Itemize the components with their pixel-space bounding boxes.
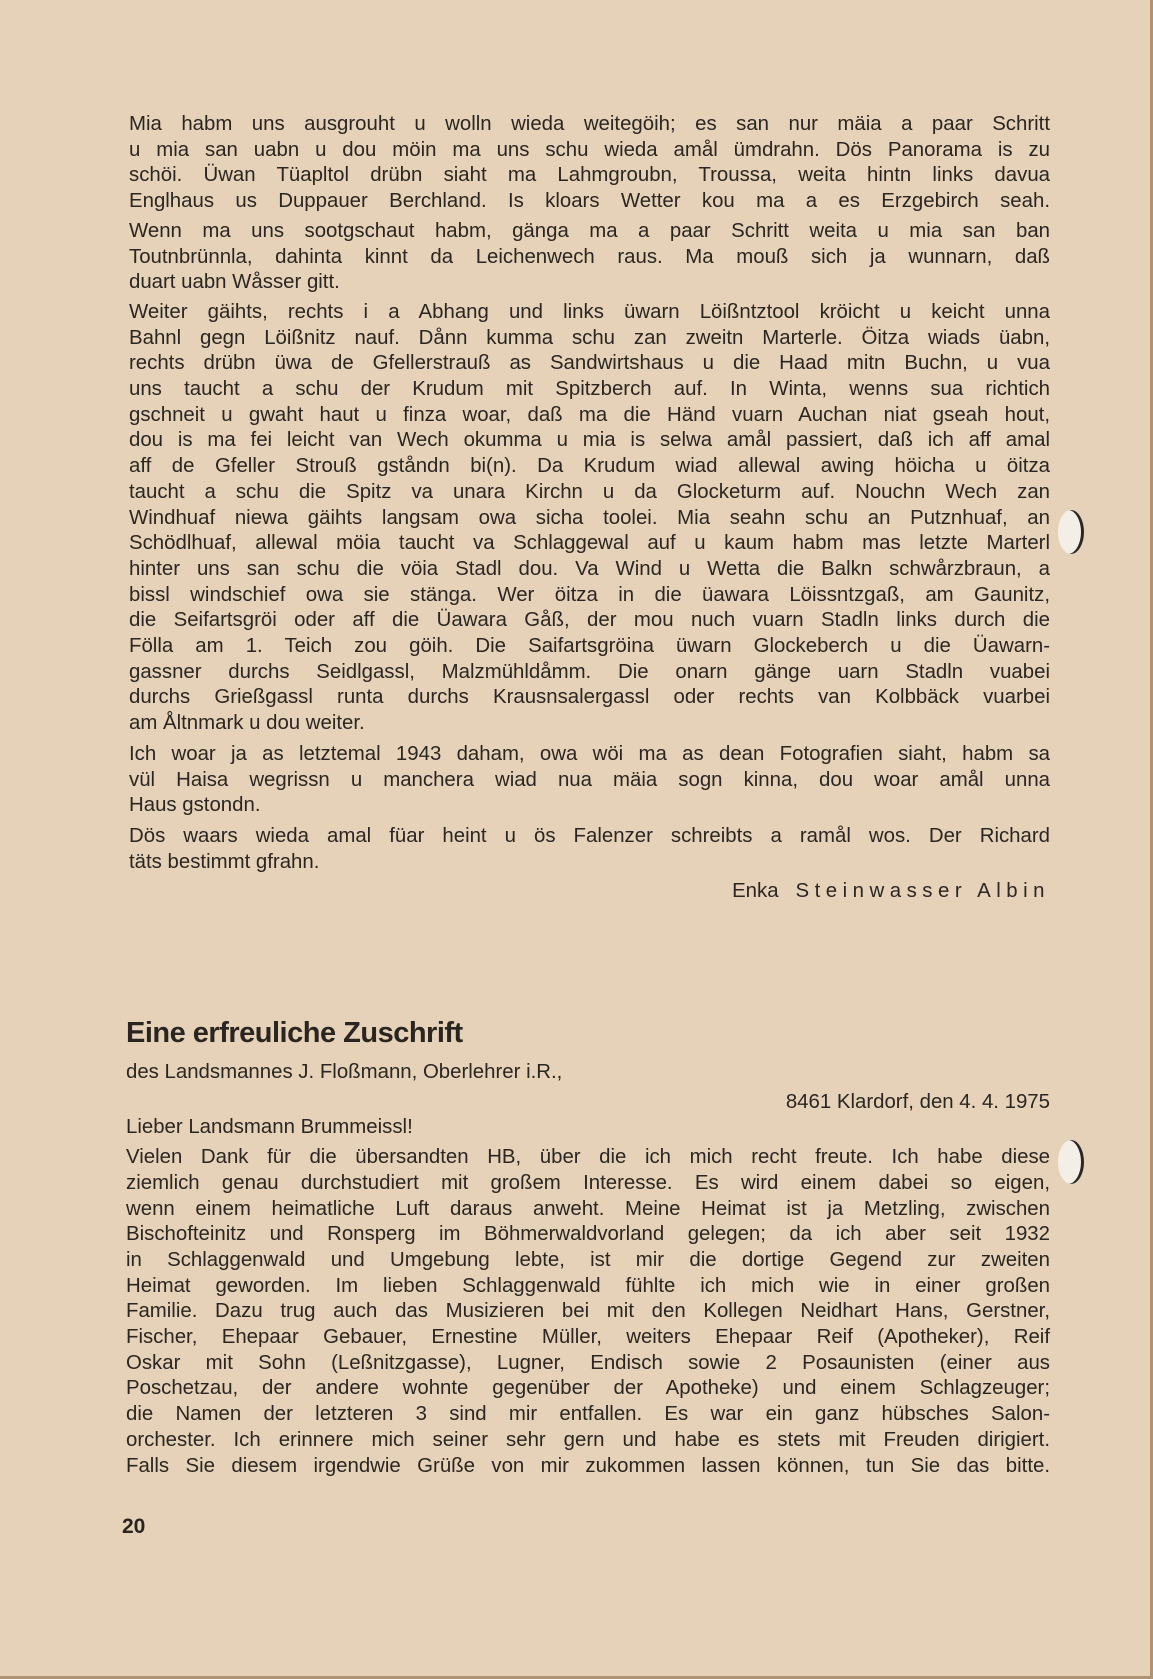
- text-line: Haus gstondn.: [129, 794, 261, 817]
- text-line: am Åltnmark u dou weiter.: [129, 712, 365, 735]
- text-line: durchs Grießgassl runta durchs Krausnsalergassl oder rechts van Kolbbäck vuarbei: [129, 686, 1050, 709]
- text-line: Toutnbrünnla, dahinta kinnt da Leichenwech raus. Ma mouß sich ja wunnarn, daß: [129, 245, 1050, 268]
- signature-prefix: Enka: [732, 880, 779, 903]
- text-line: ziemlich genau durchstudiert mit großem Interesse. Es wird einem dabei so eigen,: [126, 1171, 1050, 1194]
- text-line: Bahnl gegn Löißnitz nauf. Dånn kumma schu zan zweitn Marterle. Öitza wiads üabn,: [129, 326, 1050, 349]
- text-line: die Seifartsgröi oder aff die Üawara Gåß, der mou nuch vuarn Stadln links durch die: [129, 609, 1050, 632]
- letter-subheading: des Landsmannes J. Floßmann, Oberlehrer i.R.,: [126, 1061, 563, 1083]
- text-line: Schödlhuaf, allewal möia taucht va Schlaggewal auf u kaum habm mas letzte Marterl: [129, 532, 1050, 555]
- text-line: hinter uns san schu die vöia Stadl dou. Va Wind u Wetta die Balkn schwårzbraun, a: [129, 557, 1050, 580]
- punch-hole: [1058, 510, 1084, 554]
- text-line: duart uabn Wåsser gitt.: [129, 271, 340, 294]
- text-line: wenn einem heimatliche Luft daraus anweht. Meine Heimat ist ja Metzling, zwischen: [126, 1197, 1050, 1220]
- letter-place-date: 8461 Klardorf, den 4. 4. 1975: [785, 1090, 1050, 1113]
- page-number: 20: [122, 1515, 146, 1538]
- text-line: gassner durchs Seidlgassl, Malzmühldåmm. Die onarn gänge uarn Stadln vuabei: [129, 660, 1050, 683]
- text-line: Oskar mit Sohn (Leßnitzgasse), Lugner, Endisch sowie 2 Posaunisten (einer aus: [126, 1351, 1050, 1374]
- letter-body: [126, 1060, 1050, 1479]
- text-line: die Namen der letzteren 3 sind mir entfallen. Es war ein ganz hübsches Salon-: [126, 1403, 1050, 1426]
- text-line: in Schlaggenwald und Umgebung lebte, ist mir die dortige Gegend zur zweiten: [126, 1248, 1050, 1271]
- text-line: Dös waars wieda amal füar heint u ös Falenzer schreibts a ramål wos. Der Richard: [129, 824, 1050, 847]
- text-line: rechts drübn üwa de Gfellerstrauß as Sandwirtshaus u die Haad mitn Buchn, u vua: [129, 352, 1050, 375]
- signature: [129, 879, 1050, 905]
- text-line: Vielen Dank für die übersandten HB, über die ich mich recht freute. Ich habe diese: [126, 1146, 1050, 1169]
- article-body: [129, 112, 1050, 905]
- text-line: uns taucht a schu der Krudum mit Spitzberch auf. In Winta, wenns sua richtich: [129, 378, 1050, 401]
- text-line: aff de Gfeller Strouß gståndn bi(n). Da Krudum wiad allewal awing höicha u öitza: [129, 455, 1050, 478]
- text-line: Falls Sie diesem irgendwie Grüße von mir zukommen lassen können, tun Sie das bitte.: [126, 1454, 1050, 1477]
- text-line: Bischofteinitz und Ronsperg im Böhmerwaldvorland gelegen; da ich aber seit 1932: [126, 1223, 1050, 1246]
- punch-hole: [1058, 1140, 1084, 1184]
- text-line: Familie. Dazu trug auch das Musizieren bei mit den Kollegen Neidhart Hans, Gerstner,: [126, 1300, 1050, 1323]
- text-line: bissl windschief owa sie stänga. Wer öitza in die üawara Löissntzgaß, am Gaunitz,: [129, 583, 1050, 606]
- signature-name: Steinwasser Albin: [795, 880, 1050, 903]
- section-heading: Eine erfreuliche Zuschrift: [126, 1017, 463, 1049]
- text-line: Heimat geworden. Im lieben Schlaggenwald fühlte ich mich wie in einer großen: [126, 1274, 1050, 1297]
- text-line: vül Haisa wegrissn u manchera wiad nua mäia sogn kinna, dou woar amål unna: [129, 768, 1050, 791]
- text-line: Mia habm uns ausgrouht u wolln wieda weitegöih; es san nur mäia a paar Schritt: [129, 113, 1050, 135]
- text-line: schöi. Üwan Tüapltol drübn siaht ma Lahmgroubn, Troussa, weita hintn links davua: [129, 164, 1050, 187]
- text-line: Englhaus us Duppauer Berchland. Is kloars Wetter kou ma a es Erzgebirch seah.: [129, 190, 1050, 213]
- letter-salutation: Lieber Landsmann Brummeissl!: [126, 1116, 413, 1139]
- text-line: Windhuaf niewa gäihts langsam owa sicha toolei. Mia seahn schu an Putznhuaf, an: [129, 506, 1050, 529]
- text-line: orchester. Ich erinnere mich seiner sehr gern und habe es stets mit Freuden dirigiert.: [126, 1428, 1050, 1451]
- text-line: täts bestimmt gfrahn.: [129, 850, 320, 873]
- text-line: gschneit u gwaht haut u finza woar, daß ma die Händ vuarn Auchan niat gseah hout,: [129, 403, 1050, 426]
- text-line: dou is ma fei leicht van Wech okumma u mia is selwa amål passiert, daß ich aff amal: [129, 429, 1050, 452]
- text-line: Fischer, Ehepaar Gebauer, Ernestine Müller, weiters Ehepaar Reif (Apotheker), Reif: [126, 1326, 1050, 1349]
- text-line: Wenn ma uns sootgschaut habm, gänga ma a paar Schritt weita u mia san ban: [129, 219, 1050, 242]
- text-line: Poschetzau, der andere wohnte gegenüber der Apotheke) und einem Schlagzeuger;: [126, 1377, 1050, 1400]
- text-line: Weiter gäihts, rechts i a Abhang und links üwarn Löißntztool kröicht u keicht unna: [129, 300, 1050, 323]
- text-line: Fölla am 1. Teich zou göih. Die Saifartsgröina üwarn Glockeberch u die Üawarn-: [129, 635, 1050, 658]
- text-line: Ich woar ja as letztemal 1943 daham, owa wöi ma as dean Fotografien siaht, habm sa: [129, 742, 1050, 765]
- text-line: u mia san uabn u dou möin ma uns schu wieda amål ümdrahn. Dös Panorama is zu: [129, 138, 1050, 161]
- text-line: taucht a schu die Spitz va unara Kirchn u da Glocketurm auf. Nouchn Wech zan: [129, 480, 1050, 503]
